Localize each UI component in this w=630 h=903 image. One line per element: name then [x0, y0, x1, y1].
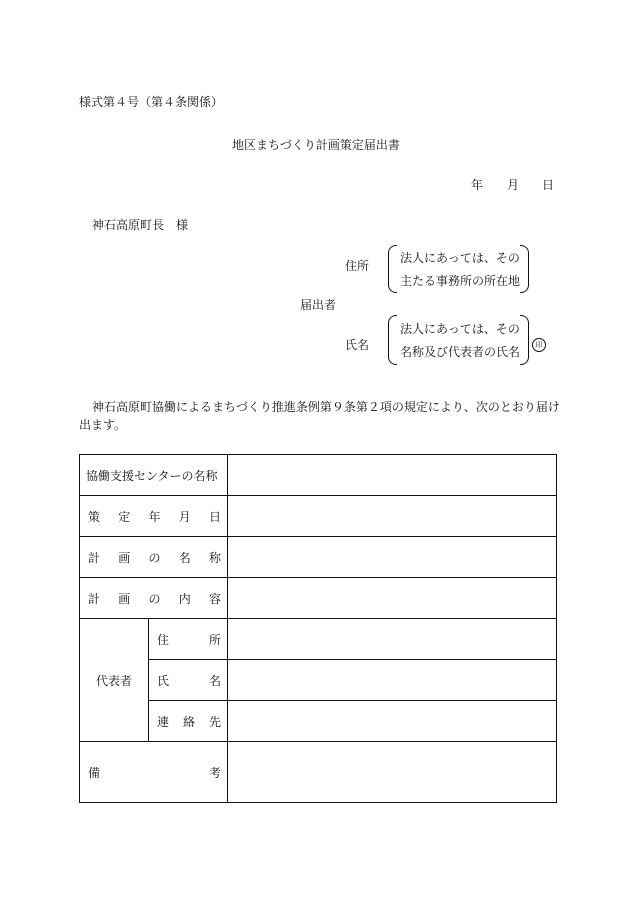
date-month: 月 — [507, 178, 520, 192]
row-center-name — [80, 455, 557, 496]
label-rep-contact — [149, 701, 228, 742]
name-note-line2: 名称及び代表者の氏名 — [400, 345, 521, 359]
value-remarks[interactable] — [228, 742, 557, 803]
row-remarks — [80, 742, 557, 803]
label-date-char: 定 — [118, 509, 131, 524]
label-center-name: 協働支援センターの名称 — [80, 455, 228, 496]
addressee: 神石高原町長 様 — [92, 218, 189, 232]
label-plan-name-char: 名 — [178, 550, 191, 565]
address-label: 住所 — [345, 259, 370, 273]
label-rep-address-char: 所 — [208, 632, 221, 647]
label-plan-name-char: の — [148, 550, 161, 565]
name-bracket-left — [388, 315, 397, 365]
row-rep-contact — [80, 701, 557, 742]
label-date-char: 日 — [208, 509, 221, 524]
row-date — [80, 496, 557, 537]
label-remarks — [80, 742, 228, 803]
row-rep-name — [80, 660, 557, 701]
label-plan-content — [80, 578, 228, 619]
label-date-char: 月 — [178, 509, 191, 524]
label-rep-name-char: 氏 — [157, 673, 170, 688]
date-year: 年 — [471, 178, 484, 192]
label-plan-content-char: 計 — [88, 591, 101, 606]
address-note-line1: 法人にあっては、その — [400, 251, 520, 265]
label-plan-content-char: 容 — [208, 591, 221, 606]
form-number: 様式第４号（第４条関係） — [79, 95, 224, 109]
label-plan-name — [80, 537, 228, 578]
label-plan-content-char: 画 — [118, 591, 131, 606]
value-rep-name[interactable] — [228, 660, 557, 701]
address-bracket-right — [520, 245, 529, 293]
label-date — [80, 496, 228, 537]
body-line-1: 神石高原町協働によるまちづくり推進条例第９条第２項の規定により、次のとおり届け — [92, 400, 560, 414]
value-plan-content[interactable] — [228, 578, 557, 619]
label-plan-content-char: の — [148, 591, 161, 606]
label-representative: 代表者 — [80, 619, 149, 742]
value-rep-address[interactable] — [228, 619, 557, 660]
body-line-2: 出ます。 — [79, 418, 127, 432]
name-note-line1: 法人にあっては、その — [400, 322, 520, 336]
label-plan-name-char: 計 — [88, 550, 101, 565]
row-rep-address — [80, 619, 557, 660]
row-plan-content — [80, 578, 557, 619]
address-note-line2: 主たる事務所の所在地 — [400, 274, 521, 288]
value-plan-name[interactable] — [228, 537, 557, 578]
name-bracket-right — [520, 315, 529, 365]
label-remarks-char: 備 — [88, 765, 101, 780]
form-table — [79, 454, 557, 803]
name-label: 氏名 — [345, 338, 370, 352]
label-date-char: 策 — [88, 509, 101, 524]
label-plan-content-char: 内 — [178, 591, 191, 606]
value-center-name[interactable] — [228, 455, 557, 496]
label-rep-name-char: 名 — [208, 673, 221, 688]
label-rep-address-char: 住 — [157, 632, 170, 647]
value-rep-contact[interactable] — [228, 701, 557, 742]
label-rep-name — [149, 660, 228, 701]
label-remarks-char: 考 — [208, 765, 221, 780]
label-date-char: 年 — [148, 509, 161, 524]
seal-mark: 印 — [532, 338, 546, 352]
label-plan-name-char: 画 — [118, 550, 131, 565]
applicant-label: 届出者 — [300, 298, 337, 312]
date-day: 日 — [542, 178, 555, 192]
row-plan-name — [80, 537, 557, 578]
label-rep-contact-char: 連 — [157, 714, 170, 729]
document-title: 地区まちづくり計画策定届出書 — [232, 138, 400, 152]
value-date[interactable] — [228, 496, 557, 537]
address-bracket-left — [388, 245, 397, 293]
label-plan-name-char: 称 — [208, 550, 221, 565]
label-rep-address — [149, 619, 228, 660]
label-rep-contact-char: 先 — [208, 714, 221, 729]
label-rep-contact-char: 絡 — [182, 714, 195, 729]
